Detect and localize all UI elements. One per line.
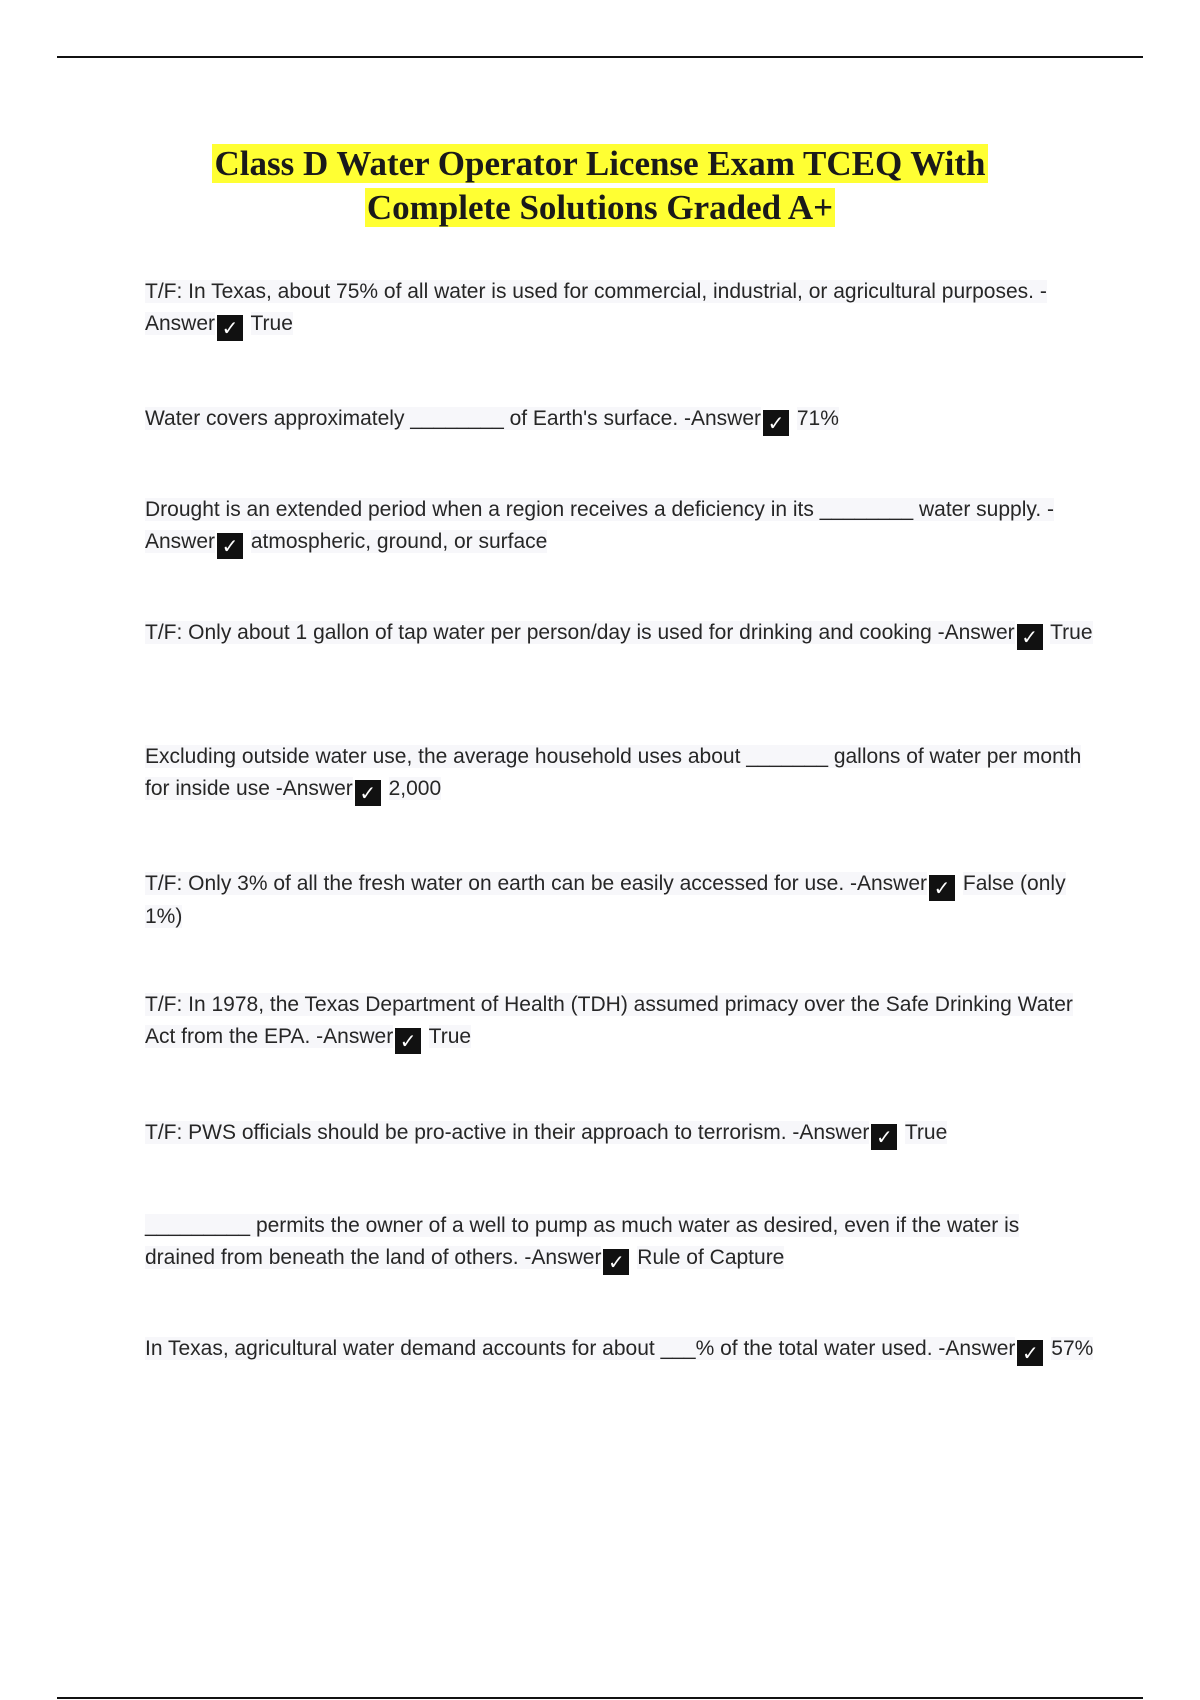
qa-item-2 <box>145 403 1095 436</box>
answer-text: True <box>1050 621 1093 644</box>
answer-text: True <box>904 1121 948 1144</box>
qa-item-9 <box>145 1210 1095 1275</box>
question-text: T/F: In Texas, about 75% of all water is used for commercial, industrial, or agricultural purposes. -Answer <box>145 280 1047 335</box>
answer-text: 57% <box>1051 1337 1094 1360</box>
answer-text: Rule of Capture <box>637 1246 785 1269</box>
checkmark-icon: ✓ <box>871 1124 897 1150</box>
qa-item-3 <box>145 494 1095 559</box>
qa-item-7 <box>145 989 1095 1054</box>
answer-text: True <box>428 1025 472 1048</box>
answer-text: 2,000 <box>388 777 442 800</box>
question-text: T/F: Only about 1 gallon of tap water per person/day is used for drinking and cooking -Answer <box>145 621 1015 644</box>
question-text: Drought is an extended period when a region receives a deficiency in its ________ water supply. -Answer <box>145 498 1054 553</box>
title-line-2: Complete Solutions Graded A+ <box>366 188 834 227</box>
question-text: Excluding outside water use, the average household uses about _______ gallons of water per month for inside use -Answer <box>145 745 1082 800</box>
qa-item-8 <box>145 1117 1095 1150</box>
answer-text: True <box>250 312 293 335</box>
document-title <box>0 142 1200 230</box>
top-divider <box>57 56 1143 58</box>
bottom-divider <box>57 1697 1143 1699</box>
checkmark-icon: ✓ <box>929 875 955 901</box>
checkmark-icon: ✓ <box>395 1028 421 1054</box>
title-line-1: Class D Water Operator License Exam TCEQ With <box>214 144 986 183</box>
answer-text: atmospheric, ground, or surface <box>250 530 548 553</box>
question-text: T/F: PWS officials should be pro-active in their approach to terrorism. -Answer <box>145 1121 870 1144</box>
checkmark-icon: ✓ <box>1017 1340 1043 1366</box>
checkmark-icon: ✓ <box>217 533 243 559</box>
question-text: T/F: Only 3% of all the fresh water on earth can be easily accessed for use. -Answer <box>145 872 928 895</box>
checkmark-icon: ✓ <box>603 1249 629 1275</box>
checkmark-icon: ✓ <box>1017 624 1043 650</box>
qa-item-6 <box>145 868 1095 933</box>
checkmark-icon: ✓ <box>763 410 789 436</box>
qa-item-1 <box>145 276 1095 341</box>
answer-text: False (only 1%) <box>145 872 1066 928</box>
answer-text: 71% <box>796 407 839 430</box>
question-text: _________ permits the owner of a well to pump as much water as desired, even if the water is drained from beneath the land of others. -Answer <box>145 1214 1020 1269</box>
question-text: In Texas, agricultural water demand accounts for about ___% of the total water used. -Answer <box>145 1337 1016 1360</box>
question-text: T/F: In 1978, the Texas Department of Health (TDH) assumed primacy over the Safe Drinking Water Act from the EPA. -Answer <box>145 993 1073 1048</box>
checkmark-icon: ✓ <box>217 315 243 341</box>
checkmark-icon: ✓ <box>355 780 381 806</box>
qa-item-4 <box>145 617 1095 650</box>
qa-item-10 <box>145 1333 1095 1366</box>
qa-item-5 <box>145 741 1095 806</box>
question-text: Water covers approximately ________ of Earth's surface. -Answer <box>145 407 762 430</box>
